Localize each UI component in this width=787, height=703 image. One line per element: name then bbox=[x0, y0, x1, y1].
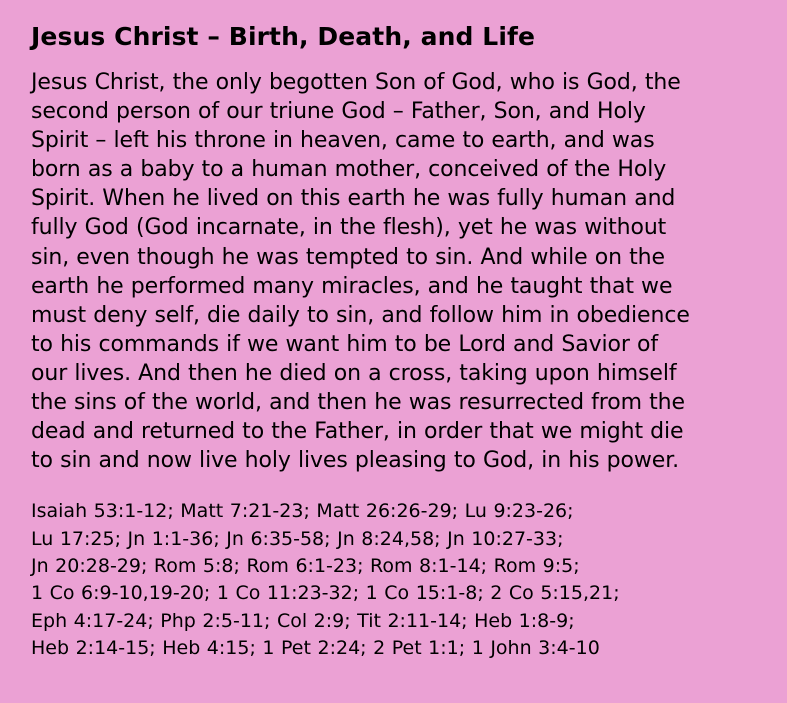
body-line: must deny self, die daily to sin, and follow him in obedience bbox=[31, 302, 690, 328]
reference-line: Isaiah 53:1-12; Matt 7:21-23; Matt 26:26-29; Lu 9:23-26; bbox=[31, 500, 574, 523]
body-line: to his commands if we want him to be Lord and Savior of bbox=[31, 331, 659, 357]
reference-line: Jn 20:28-29; Rom 5:8; Rom 6:1-23; Rom 8:1-14; Rom 9:5; bbox=[31, 554, 580, 577]
reference-line: Eph 4:17-24; Php 2:5-11; Col 2:9; Tit 2:11-14; Heb 1:8-9; bbox=[31, 609, 575, 632]
reference-line: 1 Co 6:9-10,19-20; 1 Co 11:23-32; 1 Co 15:1-8; 2 Co 5:15,21; bbox=[31, 582, 620, 605]
body-line: Spirit – left his throne in heaven, came to earth, and was bbox=[31, 128, 655, 154]
reference-line: Heb 2:14-15; Heb 4:15; 1 Pet 2:24; 2 Pet 1:1; 1 John 3:4-10 bbox=[31, 636, 600, 659]
body-line: born as a baby to a human mother, conceived of the Holy bbox=[31, 157, 667, 183]
body-line: dead and returned to the Father, in order that we might die bbox=[31, 419, 684, 445]
page-title: Jesus Christ – Birth, Death, and Life bbox=[31, 22, 536, 51]
body-line: Spirit. When he lived on this earth he was fully human and bbox=[31, 186, 676, 212]
reference-line: Lu 17:25; Jn 1:1-36; Jn 6:35-58; Jn 8:24,58; Jn 10:27-33; bbox=[31, 527, 564, 550]
body-line: second person of our triune God – Father, Son, and Holy bbox=[31, 99, 646, 125]
body-paragraph bbox=[31, 68, 757, 475]
body-line: sin, even though he was tempted to sin. And while on the bbox=[31, 244, 665, 270]
body-line: fully God (God incarnate, in the flesh), yet he was without bbox=[31, 215, 667, 241]
body-line: Jesus Christ, the only begotten Son of God, who is God, the bbox=[31, 70, 681, 95]
body-line: the sins of the world, and then he was resurrected from the bbox=[31, 390, 685, 416]
scripture-references bbox=[31, 498, 757, 662]
body-line: earth he performed many miracles, and he taught that we bbox=[31, 273, 673, 299]
body-line: our lives. And then he died on a cross, taking upon himself bbox=[31, 360, 677, 386]
body-line: to sin and now live holy lives pleasing to God, in his power. bbox=[31, 448, 680, 474]
